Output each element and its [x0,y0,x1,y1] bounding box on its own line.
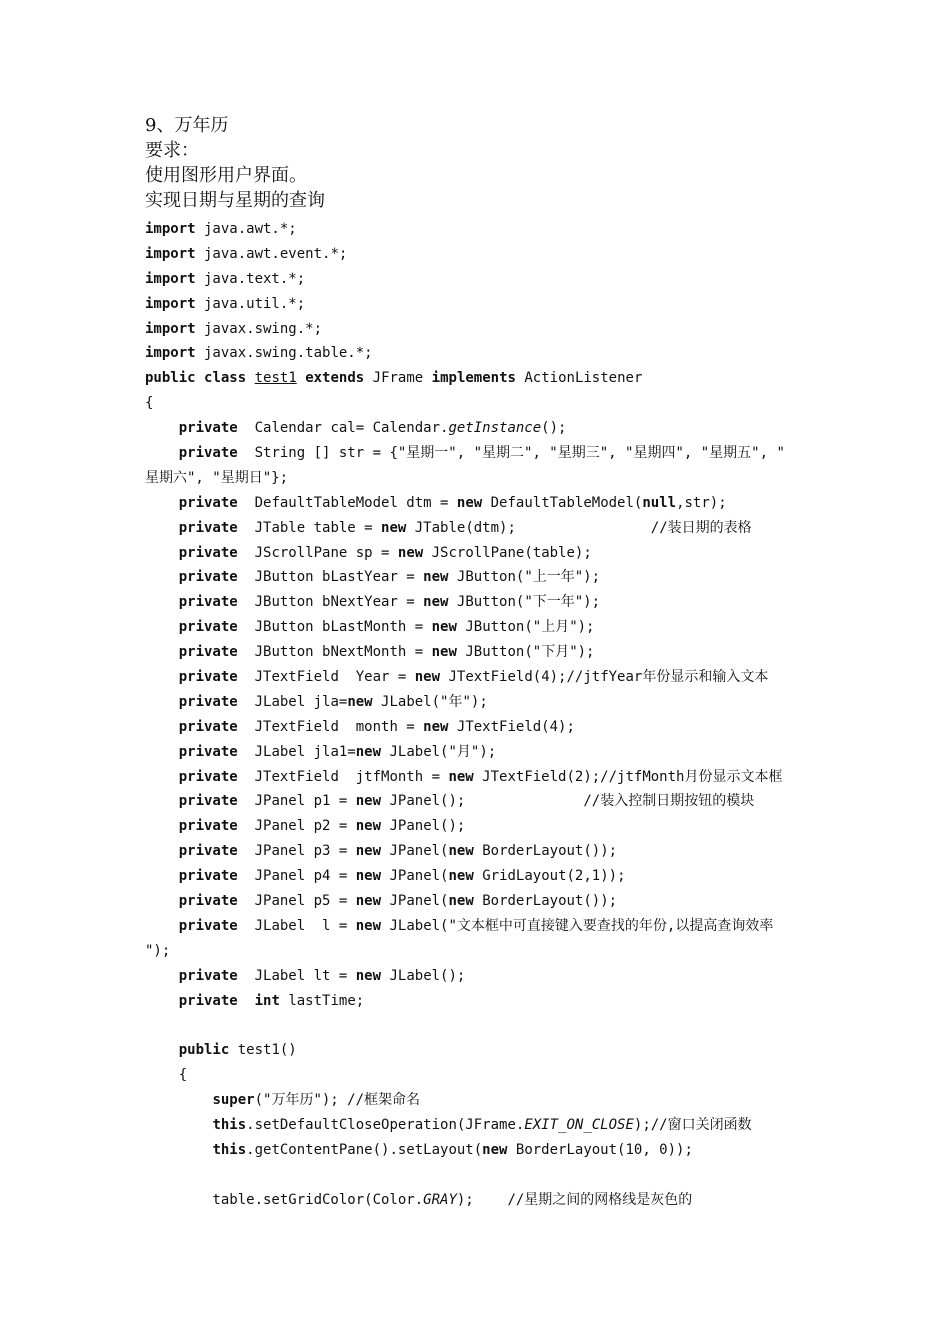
code-keyword: new [397,544,424,561]
code-text: java.util.*; [195,295,306,312]
code-line [145,441,825,466]
code-keyword: new [448,843,474,860]
code-keyword: private [178,843,238,860]
code-text [145,520,179,536]
code-line [145,217,825,242]
code-text [145,1142,212,1158]
code-keyword: new [355,868,382,885]
code-text: JLabel jla1= [237,743,356,760]
code-line [145,516,825,541]
code-text [145,619,179,635]
code-text [145,420,179,436]
code-line [145,690,825,715]
code-line [145,740,825,765]
code-text: BorderLayout(10, 0)); [507,1141,693,1158]
code-text: JTextField Year = [237,669,415,686]
code-text: JScrollPane sp = [237,544,398,561]
code-keyword: private [178,793,238,810]
code-text: BorderLayout()); [473,893,618,910]
code-text: JFrame [364,370,432,387]
code-keyword: new [423,718,449,735]
code-text [145,793,179,809]
code-keyword: new [423,569,449,586]
code-text: { [145,1067,188,1084]
code-line [145,615,825,640]
code-keyword: new [448,768,474,785]
code-text: ,str); [676,494,727,511]
code-line [145,391,825,416]
code-keyword: public [178,1042,230,1059]
code-text: .getContentPane().setLayout( [246,1141,483,1158]
code-text: JPanel( [381,843,449,860]
code-text [145,993,179,1009]
code-text [145,445,179,461]
code-keyword: new [456,494,483,511]
code-keyword: new [431,619,457,636]
code-keyword: private [178,818,238,835]
code-line [145,765,825,790]
code-text: EXIT_ON_CLOSE [524,1117,634,1134]
code-text: test1 [254,370,297,387]
code-text: JLabel l = [237,917,356,934]
code-keyword: private [178,544,238,561]
code-line [145,466,825,491]
code-text [145,843,179,859]
code-text: JButton("上月"); [456,619,595,636]
code-text [145,694,179,710]
code-keyword: new [448,893,474,910]
code-text: table.setGridColor(Color. [145,1191,424,1208]
code-text [145,968,179,984]
code-line [145,914,825,939]
code-text [145,1092,212,1108]
code-text [145,594,179,610]
code-text [145,495,179,511]
code-text: JTable(dtm); //装日期的表格 [406,519,752,536]
code-keyword: new [448,868,474,885]
code-keyword: private [178,420,238,437]
code-keyword: private [178,967,238,984]
code-line [145,665,825,690]
code-text: test1() [229,1042,297,1059]
code-line [145,341,825,366]
requirement-gui: 使用图形用户界面。 [145,165,307,186]
section-title: 9、万年历 [145,115,229,136]
code-line [145,541,825,566]
code-text: JPanel(); [381,818,466,835]
code-keyword: private [178,594,238,611]
code-keyword: this [212,1117,247,1134]
code-text [297,370,305,386]
code-line [145,789,825,814]
code-text: JTextField(4); [448,718,575,735]
code-text: DefaultTableModel( [482,494,643,511]
code-text [145,669,179,685]
code-text: JButton bNextMonth = [237,644,432,661]
code-text [145,545,179,561]
code-line [145,317,825,342]
code-line [145,491,825,516]
code-text: JButton bLastYear = [237,569,424,586]
code-line [145,1063,825,1088]
code-keyword: private [178,743,238,760]
code-keyword: new [355,843,382,860]
code-text: { [145,395,154,412]
code-text: JLabel(); [381,967,466,984]
code-text: Calendar cal= Calendar. [237,420,449,437]
code-text: );//窗口关闭函数 [633,1117,752,1134]
code-line [145,939,825,964]
code-text: ("万年历"); //框架命名 [254,1092,421,1109]
code-text: GRAY [423,1191,457,1208]
code-text: .setDefaultCloseOperation(JFrame. [246,1117,525,1134]
code-text: JLabel jla= [237,693,348,710]
code-text: ActionListener [515,370,643,387]
code-text: 星期六", "星期日"}; [145,469,289,486]
code-keyword: new [355,917,382,934]
code-text: JButton("下一年"); [448,594,601,611]
code-keyword: import [145,270,196,287]
code-line [145,1113,825,1138]
requirement-query: 实现日期与星期的查询 [145,190,325,211]
code-text: java.awt.*; [195,221,297,237]
code-text: JPanel p5 = [237,893,356,910]
code-keyword: new [381,519,407,536]
code-line [145,814,825,839]
code-keyword: private [178,569,238,586]
code-text: JPanel p4 = [237,868,356,885]
code-line [145,1014,825,1039]
code-text: javax.swing.table.*; [195,345,373,362]
code-keyword: int [254,992,280,1009]
code-text: JPanel p2 = [237,818,356,835]
code-text: JLabel("月"); [381,743,497,760]
code-text: JButton("下月"); [456,644,595,661]
code-text: JPanel( [381,893,449,910]
code-text: javax.swing.*; [195,320,323,337]
code-keyword: new [347,693,373,710]
code-text: JTextField(2);//jtfMonth月份显示文本框 [473,768,783,785]
code-text: getInstance [448,420,542,437]
code-line [145,889,825,914]
code-text: JLabel("文本框中可直接键入要查找的年份,以提高查询效率 [381,917,774,934]
requirements-label: 要求： [145,140,199,161]
code-text [145,1117,212,1133]
code-keyword: super [212,1092,255,1109]
code-text: JPanel( [381,868,449,885]
code-keyword: new [355,818,382,835]
code-text: JLabel("年"); [372,693,488,710]
code-keyword: import [145,320,196,337]
code-line [145,1188,825,1213]
code-keyword: new [482,1141,508,1158]
code-line [145,1038,825,1063]
code-line [145,590,825,615]
code-keyword: new [355,967,382,984]
code-text: "); [145,942,171,959]
code-line [145,1138,825,1163]
code-keyword: new [355,793,382,810]
code-line [145,989,825,1014]
code-line [145,242,825,267]
code-text: JPanel(); //装入控制日期按钮的模块 [381,793,755,810]
code-keyword: extends [305,370,365,387]
code-keyword: new [355,743,382,760]
code-keyword: public [145,370,196,387]
code-line [145,1088,825,1113]
code-keyword: import [145,245,196,262]
code-text [196,370,204,386]
code-text: ); //星期之间的网格线是灰色的 [456,1191,693,1208]
code-keyword: new [431,644,457,661]
code-text: JButton("上一年"); [448,569,601,586]
code-text: JButton bLastMonth = [237,619,432,636]
code-text [145,1042,179,1058]
code-text: JScrollPane(table); [423,544,592,561]
code-keyword: private [178,669,238,686]
code-text: JTextField jtfMonth = [237,768,449,785]
code-text [145,893,179,909]
code-text [246,370,254,386]
code-text: JLabel lt = [237,967,356,984]
code-text [145,719,179,735]
code-line [145,267,825,292]
code-text [238,993,255,1009]
code-keyword: this [212,1141,247,1158]
code-text [145,818,179,834]
code-text: JPanel p1 = [237,793,356,810]
code-keyword: private [178,494,238,511]
code-keyword: private [178,868,238,885]
code-text [145,918,179,934]
code-text: lastTime; [279,992,365,1009]
code-keyword: private [178,917,238,934]
code-keyword: private [178,644,238,661]
code-keyword: private [178,445,238,462]
code-keyword: new [355,893,382,910]
code-text: GridLayout(2,1)); [473,868,626,885]
code-keyword: private [178,768,238,785]
code-keyword: new [423,594,449,611]
code-text [145,644,179,660]
code-text [145,569,179,585]
code-keyword: import [145,221,196,237]
code-keyword: new [414,669,441,686]
code-text: JTextField(4);//jtfYear年份显示和输入文本 [440,669,769,686]
code-text: BorderLayout()); [473,843,618,860]
code-line [145,292,825,317]
code-text [145,744,179,760]
code-text: (); [541,420,567,437]
code-keyword: private [178,519,238,536]
code-text: JTable table = [237,519,382,536]
code-line [145,715,825,740]
code-keyword: private [178,992,238,1009]
code-text: DefaultTableModel dtm = [237,494,457,511]
code-keyword: private [178,893,238,910]
code-keyword: class [204,370,247,387]
code-line [145,864,825,889]
code-line [145,640,825,665]
code-line [145,416,825,441]
code-keyword: import [145,295,196,312]
code-keyword: implements [431,370,516,387]
code-keyword: private [178,619,238,636]
code-text: JButton bNextYear = [237,594,424,611]
code-line [145,565,825,590]
code-text: JPanel p3 = [237,843,356,860]
code-keyword: null [642,494,677,511]
code-line [145,964,825,989]
code-text: java.awt.event.*; [195,245,348,262]
code-text [145,868,179,884]
code-listing [145,217,825,1213]
code-keyword: private [178,718,238,735]
code-line [145,366,825,391]
code-keyword: import [145,345,196,362]
code-text: java.text.*; [195,270,306,287]
code-text: JTextField month = [237,718,424,735]
code-line [145,839,825,864]
code-keyword: private [178,693,238,710]
code-text [145,769,179,785]
code-text: String [] str = {"星期一", "星期二", "星期三", "星期四", "星期五", " [237,445,785,462]
code-line [145,1163,825,1188]
